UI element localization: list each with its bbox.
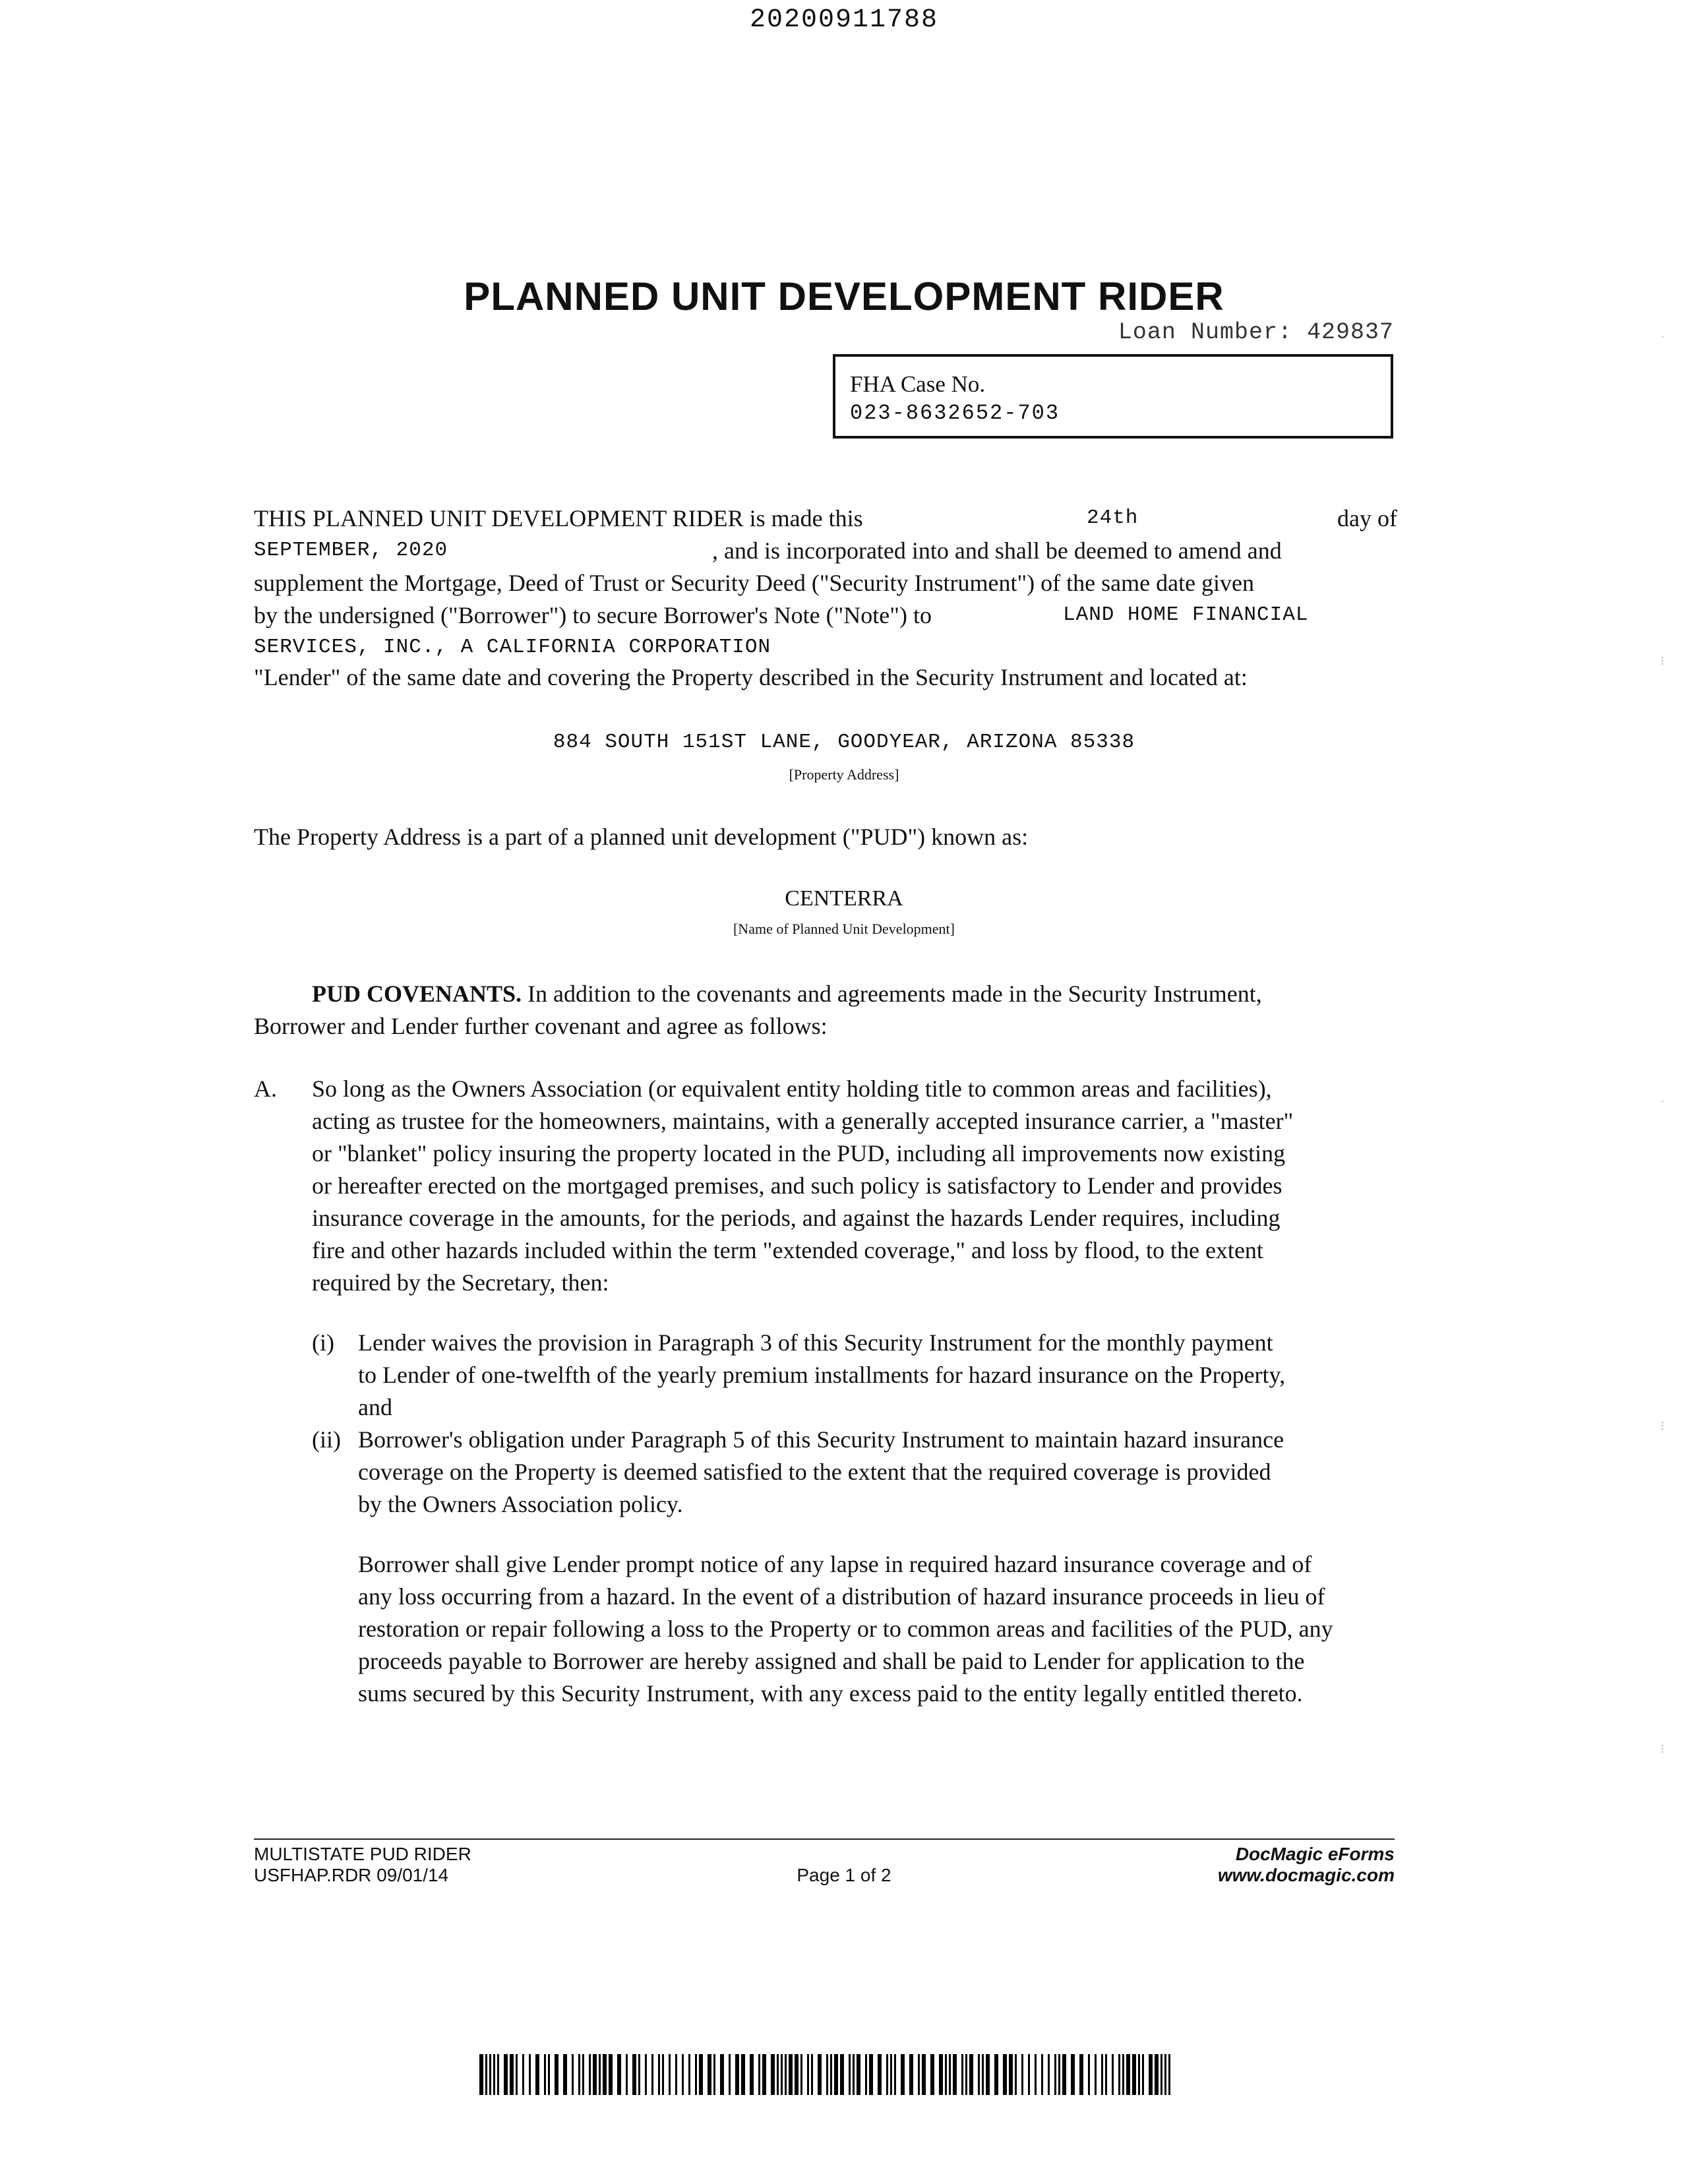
barcode-bar [745, 2054, 750, 2095]
barcode-bar [499, 2054, 504, 2095]
item-ii-line: coverage on the Property is deemed satisfied to the extent that the required coverage is provided [358, 1459, 1271, 1485]
barcode-bar [813, 2054, 818, 2095]
barcode-bar [690, 2054, 695, 2095]
barcode-bar [990, 2054, 994, 2095]
notice-line: sums secured by this Security Instrument, with any excess paid to the entity legally entitled thereto. [358, 1680, 1303, 1707]
barcode-bar [754, 2054, 758, 2095]
barcode-bar [715, 2054, 720, 2095]
barcode-bar [539, 2054, 544, 2095]
barcode-bar [802, 2054, 807, 2095]
barcode-bar [1144, 2054, 1149, 2095]
barcode-bar [905, 2054, 909, 2095]
barcode-bar [647, 2054, 651, 2095]
fha-case-label: FHA Case No. [850, 371, 986, 397]
barcode-bar [1170, 2054, 1172, 2095]
item-i-line: to Lender of one-twelfth of the yearly premium installments for hazard insurance on the Property, [358, 1362, 1286, 1388]
section-a-line: or "blanket" policy insuring the property located in the PUD, including all improvements now existing [312, 1140, 1286, 1167]
barcode-bar [766, 2054, 771, 2095]
section-a-line: fire and other hazards included within the term "extended coverage," and loss by flood, to the extent [312, 1237, 1263, 1263]
section-a-line: insurance coverage in the amounts, for the periods, and against the hazards Lender requires, including [312, 1205, 1281, 1231]
item-ii-line: by the Owners Association policy. [358, 1491, 683, 1517]
intro-line-1a: THIS PLANNED UNIT DEVELOPMENT RIDER is made this [254, 505, 863, 531]
notice-line: proceeds payable to Borrower are hereby assigned and shall be paid to Lender for application to the [358, 1648, 1305, 1674]
barcode-bar [873, 2054, 878, 2095]
notice-paragraph [358, 1548, 1333, 1710]
barcode-bar [822, 2054, 826, 2095]
footer-url: www.docmagic.com [1217, 1865, 1395, 1885]
rider-day: 24th [1087, 506, 1139, 530]
footer-page-number: Page 1 of 2 [797, 1865, 891, 1885]
barcode-bar [531, 2054, 535, 2095]
fha-case-number: 023-8632652-703 [850, 401, 1060, 425]
item-i-line: and [358, 1394, 392, 1420]
item-i-label: (i) [312, 1329, 334, 1356]
barcode-bar [913, 2054, 918, 2095]
barcode-bar [518, 2054, 522, 2095]
barcode-bar [550, 2054, 555, 2095]
barcode-bar [567, 2054, 572, 2095]
barcode-bar [1090, 2054, 1095, 2095]
fha-case-box [833, 354, 1393, 439]
item-ii-label: (ii) [312, 1426, 341, 1453]
barcode-bar [613, 2054, 617, 2095]
barcode-bar [1017, 2054, 1021, 2095]
barcode-bar [584, 2054, 589, 2095]
pud-name-caption: [Name of Planned Unit Development] [733, 921, 955, 937]
pud-intro: The Property Address is a part of a planned unit development ("PUD") known as: [254, 824, 1029, 850]
covenants-intro-1 [312, 978, 1262, 1010]
footer-form-name: MULTISTATE PUD RIDER [254, 1844, 471, 1864]
barcode-bar [524, 2054, 529, 2095]
barcode-bar [1107, 2054, 1112, 2095]
barcode-bar [882, 2054, 886, 2095]
barcode-bar [1037, 2054, 1041, 2095]
barcode-bar [558, 2054, 563, 2095]
intro-line-6: "Lender" of the same date and covering the Property described in the Security Instrument and located at: [254, 664, 1248, 690]
scan-mark: ⁝ [1660, 1419, 1665, 1434]
notice-line: Borrower shall give Lender prompt notice of any lapse in required hazard insurance coverage and of [358, 1551, 1312, 1577]
scan-mark: · [1660, 330, 1665, 344]
barcode-bar [1023, 2054, 1028, 2095]
barcode-bar [973, 2054, 978, 2095]
document-title: PLANNED UNIT DEVELOPMENT RIDER [464, 274, 1224, 318]
barcode-bar [684, 2054, 688, 2095]
intro-line-3: supplement the Mortgage, Deed of Trust or Security Deed ("Security Instrument") of the same date given [254, 570, 1255, 596]
section-a-line: So long as the Owners Association (or equivalent entity holding title to common areas and facilities), [312, 1076, 1272, 1102]
footer-brand-block [1218, 1844, 1395, 1886]
section-a-line: required by the Secretary, then: [312, 1269, 609, 1296]
section-a-label: A. [254, 1076, 277, 1102]
barcode-bar [1030, 2054, 1035, 2095]
intro-line-4a: by the undersigned ("Borrower") to secure Borrower's Note ("Note") to [254, 602, 932, 628]
property-address-caption: [Property Address] [789, 766, 899, 783]
lender-name-1: LAND HOME FINANCIAL [1063, 603, 1309, 626]
barcode-bar [653, 2054, 658, 2095]
recording-number: 20200911788 [749, 5, 939, 35]
footer-brand: DocMagic eForms [1235, 1844, 1395, 1864]
barcode-bar [998, 2054, 1003, 2095]
barcode-bar [934, 2054, 939, 2095]
footer-form-code: USFHAP.RDR 09/01/14 [254, 1865, 449, 1885]
item-ii-line: Borrower's obligation under Paragraph 5 of this Security Instrument to maintain hazard insurance [358, 1426, 1284, 1453]
barcode-bar [703, 2054, 708, 2095]
covenants-intro-2: Borrower and Lender further covenant and agree as follows: [254, 1013, 828, 1039]
section-a-line: or hereafter erected on the mortgaged premises, and such policy is satisfactory to Lender and provides [312, 1172, 1282, 1199]
barcode-bar [1114, 2054, 1118, 2095]
barcode-bar [621, 2054, 626, 2095]
lender-name-2: SERVICES, INC., A CALIFORNIA CORPORATION [254, 636, 771, 659]
covenants-intro-text: In addition to the covenants and agreements made in the Security Instrument, [528, 981, 1262, 1007]
barcode-bar [1066, 2054, 1071, 2095]
barcode-bar [926, 2054, 930, 2095]
scan-mark: · [1660, 1095, 1665, 1109]
barcode-bar [844, 2054, 849, 2095]
barcode-bar [1075, 2054, 1079, 2095]
loan-number: Loan Number: 429837 [1118, 319, 1394, 346]
barcode-bar [731, 2054, 735, 2095]
barcode-bar [1043, 2054, 1048, 2095]
intro-line-1b: day of [1337, 505, 1397, 531]
item-i-text [358, 1327, 1285, 1424]
scan-mark: ⁝ [1660, 654, 1665, 669]
barcode-bar [671, 2054, 675, 2095]
barcode-bar [860, 2054, 865, 2095]
rider-month-year: SEPTEMBER, 2020 [254, 539, 448, 562]
barcode-bar [574, 2054, 578, 2095]
section-a-line: acting as trustee for the homeowners, maintains, with a generally accepted insurance carrier, a "master" [312, 1108, 1294, 1134]
barcode-image [479, 2054, 1172, 2095]
scan-mark: ⁝ [1660, 1742, 1665, 1757]
intro-line-2b: , and is incorporated into and shall be deemed to amend and [712, 537, 1282, 564]
section-a-text [312, 1073, 1293, 1299]
barcode-bar [724, 2054, 729, 2095]
barcode-bar [677, 2054, 682, 2095]
barcode-bar [628, 2054, 632, 2095]
barcode-bar [896, 2054, 901, 2095]
footer-divider [254, 1838, 1395, 1840]
notice-line: any loss occurring from a hazard. In the event of a distribution of hazard insurance proceeds in lieu of [358, 1583, 1325, 1610]
barcode-bar [664, 2054, 669, 2095]
notice-line: restoration or repair following a loss to the Property or to common areas and facilities of the PUD, any [358, 1616, 1333, 1642]
barcode-bar [1097, 2054, 1101, 2095]
item-ii-text [358, 1424, 1284, 1521]
barcode-bar [640, 2054, 645, 2095]
property-address: 884 SOUTH 151ST LANE, GOODYEAR, ARIZONA 85338 [553, 731, 1135, 754]
barcode-bar [1050, 2054, 1054, 2095]
barcode-bar [957, 2054, 961, 2095]
covenants-heading: PUD COVENANTS. [312, 981, 522, 1007]
barcode-bar [1083, 2054, 1088, 2095]
item-i-line: Lender waives the provision in Paragraph 3 of this Security Instrument for the monthly payment [358, 1329, 1273, 1356]
pud-name: CENTERRA [785, 886, 903, 911]
